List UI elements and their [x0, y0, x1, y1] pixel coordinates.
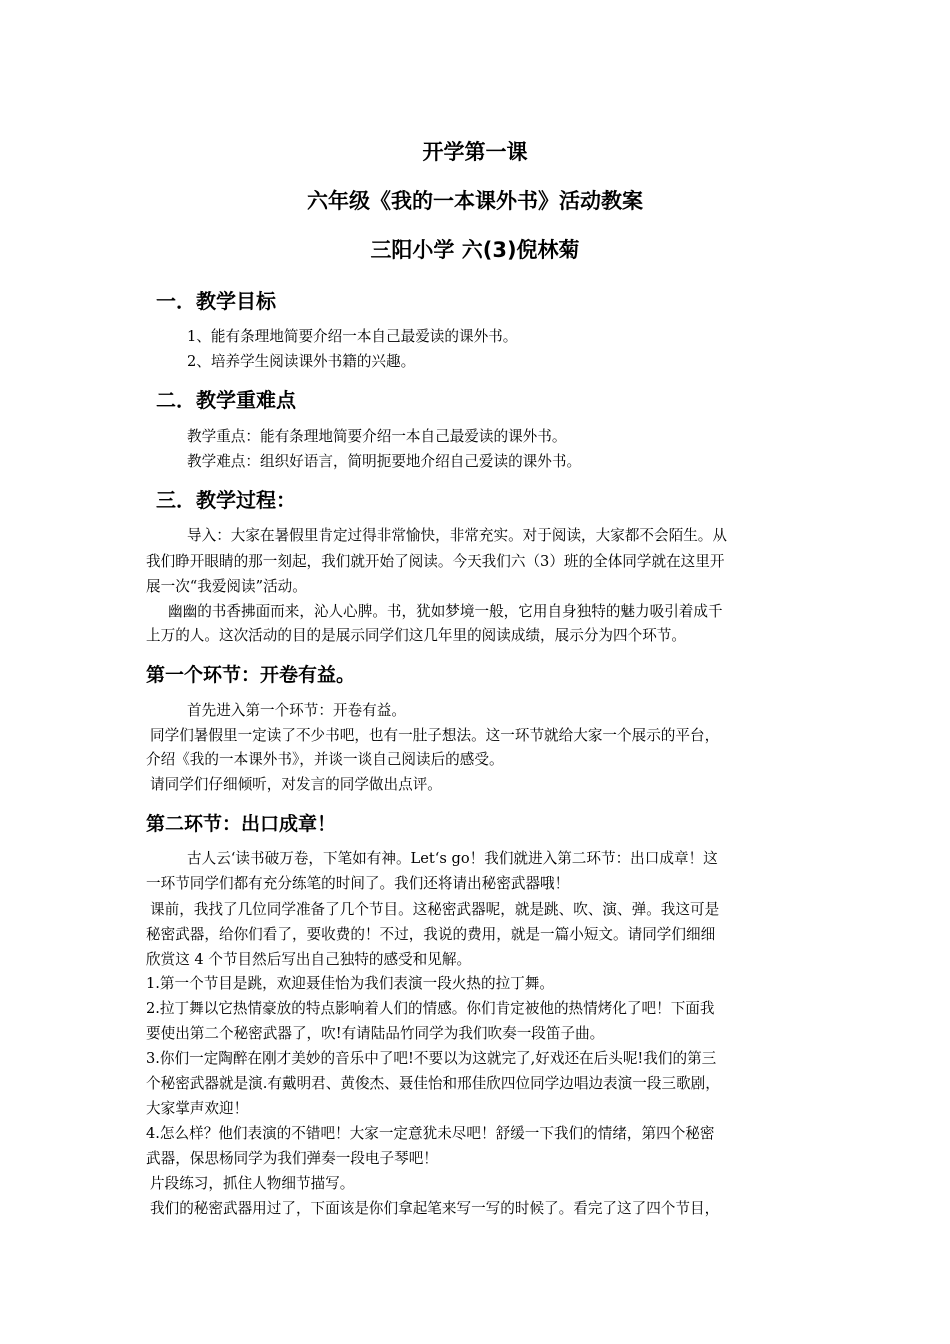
paragraph-line: 欣赏这 4 个节目然后写出自己独特的感受和见解。 — [146, 951, 472, 968]
stage-two-heading: 第二环节：出口成章！ — [146, 813, 337, 835]
paragraph-line: 要使出第二个秘密武器了，吹!有请陆品竹同学为我们吹奏一段笛子曲。 — [146, 1025, 605, 1042]
paragraph-line: 个秘密武器就是演.有戴明君、黄俊杰、聂佳怡和邢佳欣四位同学边唱边表演一段三歌剧， — [146, 1075, 720, 1092]
lesson-title: 六年级《我的一本课外书》活动教案 — [307, 189, 643, 213]
paragraph-line: 我们睁开眼睛的那一刻起，我们就开始了阅读。今天我们六（3）班的全体同学就在这里开 — [146, 553, 725, 570]
paragraph-line: 展一次“我爱阅读”活动。 — [146, 578, 307, 595]
paragraph-line: 幽幽的书香拂面而来，沁人心脾。书，犹如梦境一般，它用自身独特的魅力吸引着成千 — [168, 603, 723, 620]
paragraph-line: 片段练习，抓住人物细节描写。 — [150, 1175, 355, 1192]
author-line: 三阳小学 六(3)倪林菊 — [370, 238, 580, 262]
numbered-item: 1.第一个节目是跳，欢迎聂佳怡为我们表演一段火热的拉丁舞。 — [146, 975, 554, 992]
section-heading-goals: 一．教学目标 — [156, 289, 276, 313]
document-title: 开学第一课 — [422, 140, 528, 164]
stage-one-heading: 第一个环节：开卷有益。 — [146, 664, 356, 686]
paragraph-line: 古人云‘读书破万卷，下笔如有神。Let‘s go！我们就进入第二环节：出口成章！这 — [187, 850, 718, 867]
paragraph-line: 同学们暑假里一定读了不少书吧，也有一肚子想法。这一环节就给大家一个展示的平台， — [150, 727, 720, 744]
goal-item: 2、培养学生阅读课外书籍的兴趣。 — [187, 353, 416, 370]
paragraph-line: 请同学们仔细倾听，对发言的同学做出点评。 — [150, 776, 442, 793]
paragraph-line: 一环节同学们都有充分练笔的时间了。我们还将请出秘密武器哦！ — [146, 875, 570, 892]
paragraph-line: 首先进入第一个环节：开卷有益。 — [187, 702, 406, 719]
paragraph-line: 大家掌声欢迎！ — [146, 1100, 249, 1117]
paragraph-line: 武器，保思杨同学为我们弹奏一段电子琴吧！ — [146, 1150, 438, 1167]
numbered-item: 2.拉丁舞以它热情豪放的特点影响着人们的情感。你们肯定被他的热情烤化了吧！下面我 — [146, 1000, 715, 1017]
section-heading-key-points: 二．教学重难点 — [156, 388, 296, 412]
numbered-item: 4.怎么样？他们表演的不错吧！大家一定意犹未尽吧！舒缓一下我们的情绪，第四个秘密 — [146, 1125, 715, 1142]
paragraph-line: 课前，我找了几位同学准备了几个节目。这秘密武器呢，就是跳、吹、演、弹。我这可是 — [150, 901, 720, 918]
paragraph-line: 我们的秘密武器用过了，下面该是你们拿起笔来写一写的时候了。看完了这了四个节目， — [150, 1200, 720, 1217]
section-heading-process: 三．教学过程： — [156, 488, 296, 512]
paragraph-line: 导入：大家在暑假里肯定过得非常愉快，非常充实。对于阅读，大家都不会陌生。从 — [187, 527, 727, 544]
numbered-item: 3.你们一定陶醉在刚才美妙的音乐中了吧!不要以为这就完了,好戏还在后头呢!我们的第三 — [146, 1050, 717, 1067]
paragraph-line: 秘密武器，给你们看了，要收费的！不过，我说的费用，就是一篇小短文。请同学们细细 — [146, 926, 716, 943]
paragraph-line: 上万的人。这次活动的目的是展示同学们这几年里的阅读成绩，展示分为四个环节。 — [146, 627, 686, 644]
difficult-point: 教学难点：组织好语言，简明扼要地介绍自己爱读的课外书。 — [187, 453, 582, 470]
goal-item: 1、能有条理地简要介绍一本自己最爱读的课外书。 — [187, 328, 518, 345]
key-point: 教学重点：能有条理地简要介绍一本自己最爱读的课外书。 — [187, 428, 567, 445]
paragraph-line: 介绍《我的一本课外书》，并谈一谈自己阅读后的感受。 — [146, 751, 504, 768]
